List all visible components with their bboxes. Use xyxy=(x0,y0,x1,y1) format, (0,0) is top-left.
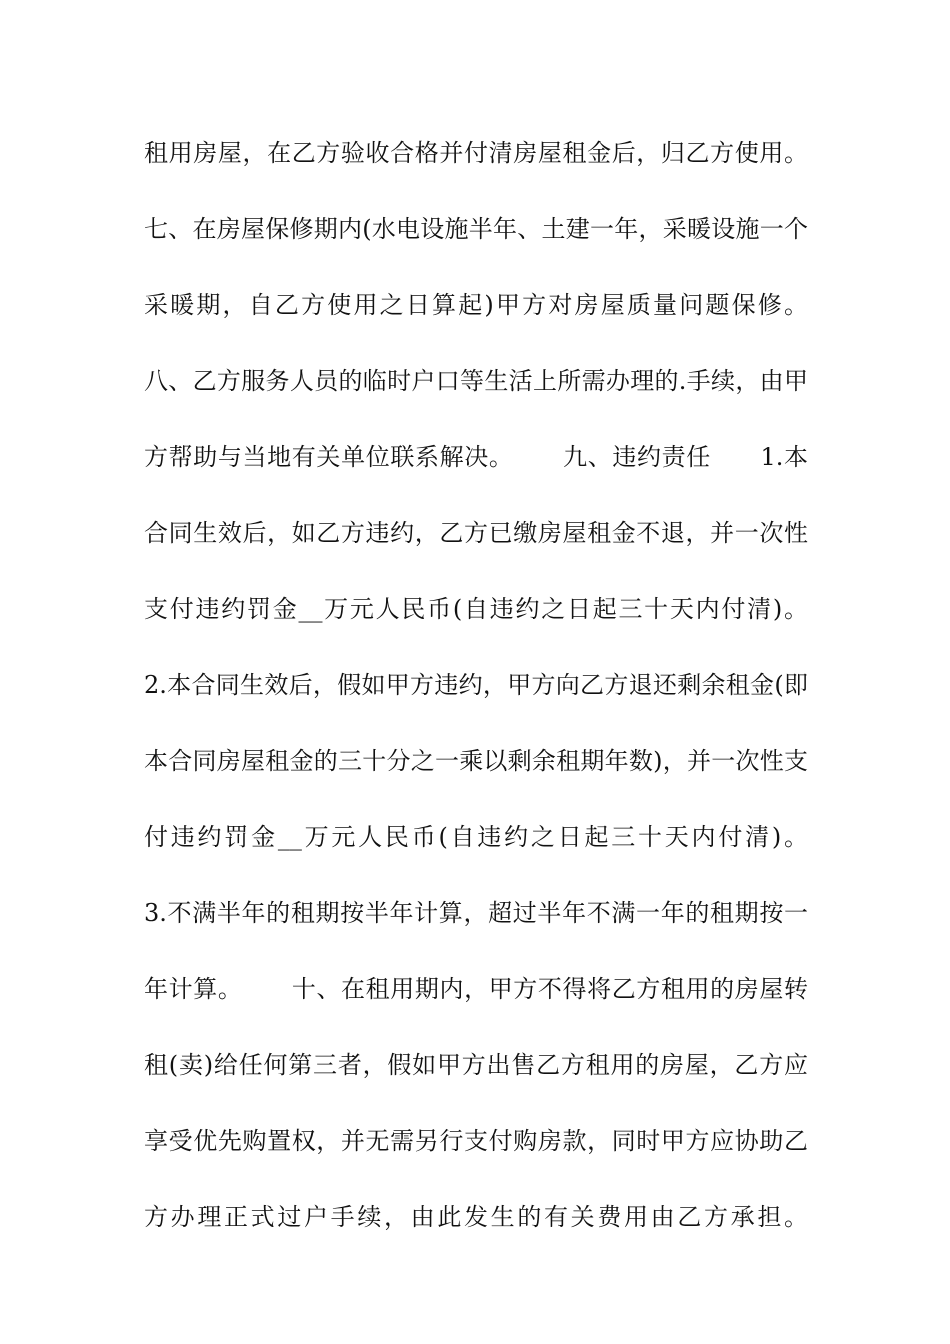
text-line-13: 租(卖)给任何第三者，假如甲方出售乙方租用的房屋，乙方应 xyxy=(144,1051,808,1079)
text-line-6: 合同生效后，如乙方违约，乙方已缴房屋租金不退，并一次性 xyxy=(144,519,808,547)
text-line-5: 方帮助与当地有关单位联系解决。 九、违约责任 1.本 xyxy=(144,443,808,471)
text-line-4: 八、乙方服务人员的临时户口等生活上所需办理的.手续，由甲 xyxy=(144,367,808,395)
text-line-14: 享受优先购置权，并无需另行支付购房款，同时甲方应协助乙 xyxy=(144,1127,808,1155)
text-line-1: 租用房屋，在乙方验收合格并付清房屋租金后，归乙方使用。 xyxy=(144,139,808,167)
text-line-12: 年计算。 十、在租用期内，甲方不得将乙方租用的房屋转 xyxy=(144,975,808,1003)
text-line-15: 方办理正式过户手续，由此发生的有关费用由乙方承担。 xyxy=(144,1203,808,1231)
text-line-9: 本合同房屋租金的三十分之一乘以剩余租期年数)，并一次性支 xyxy=(144,747,808,775)
text-line-11: 3.不满半年的租期按半年计算，超过半年不满一年的租期按一 xyxy=(144,899,808,927)
text-line-2: 七、在房屋保修期内(水电设施半年、土建一年，采暖设施一个 xyxy=(144,215,808,243)
text-line-10: 付违约罚金__万元人民币(自违约之日起三十天内付清)。 xyxy=(144,823,808,851)
text-line-7: 支付违约罚金__万元人民币(自违约之日起三十天内付清)。 xyxy=(144,595,808,623)
text-line-8: 2.本合同生效后，假如甲方违约，甲方向乙方退还剩余租金(即 xyxy=(144,671,808,699)
text-line-3: 采暖期，自乙方使用之日算起)甲方对房屋质量问题保修。 xyxy=(144,291,808,319)
